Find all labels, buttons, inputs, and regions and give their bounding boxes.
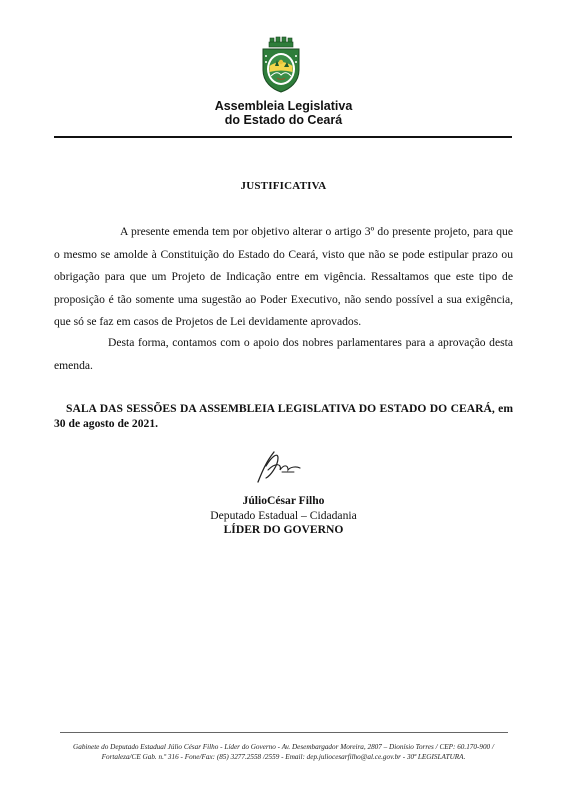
header-divider (54, 136, 512, 138)
closing-paragraph: Desta forma, contamos com o apoio dos nobres parlamentares para a aprovação desta emenda. (54, 336, 513, 372)
footer-divider (60, 732, 508, 733)
footer-line2: Fortaleza/CE Gab. n.º 316 - Fone/Fax: (85) 3277.2558 /2559 - Email: dep.juliocesarfilho@al.ce.gov.br - 30ª LEGISLATURA. (101, 753, 466, 761)
ceara-coat-of-arms-icon (257, 36, 305, 94)
signer-name: JúlioCésar Filho (242, 494, 325, 507)
handwritten-signature (244, 448, 314, 488)
justification-paragraph: A presente emenda tem por objetivo alterar o artigo 3º do presente projeto, para que o mesmo se amolde à Constituição do Estado do Ceará, visto que não se pode estipular prazo ou obrigação para que um Projeto de Indicação entre em vigência. Ressaltamos que este tipo de proposição é tão somente uma sugestão ao Poder Executivo, não sendo possível a sua exigência, que só se faz em casos de Projetos de Lei devidamente aprovados. (54, 225, 513, 328)
session-line: SALA DAS SESSÕES DA ASSEMBLEIA LEGISLATIVA DO ESTADO DO CEARÁ, em 30 de agosto de 2021. (54, 402, 513, 430)
institution-name-line1: Assembleia Legislativa (214, 99, 353, 113)
footer-line1: Gabinete do Deputado Estadual Júlio César Filho - Líder do Governo - Av. Desembargador Moreira, 2807 – Dionísio Torres / CEP: 60.170-900 / (73, 743, 494, 751)
document-title: JUSTIFICATIVA (240, 180, 327, 192)
signer-leadership: LÍDER DO GOVERNO (223, 523, 344, 536)
institution-name-line2: do Estado do Ceará (224, 113, 343, 127)
signer-role: Deputado Estadual – Cidadania (210, 508, 357, 522)
